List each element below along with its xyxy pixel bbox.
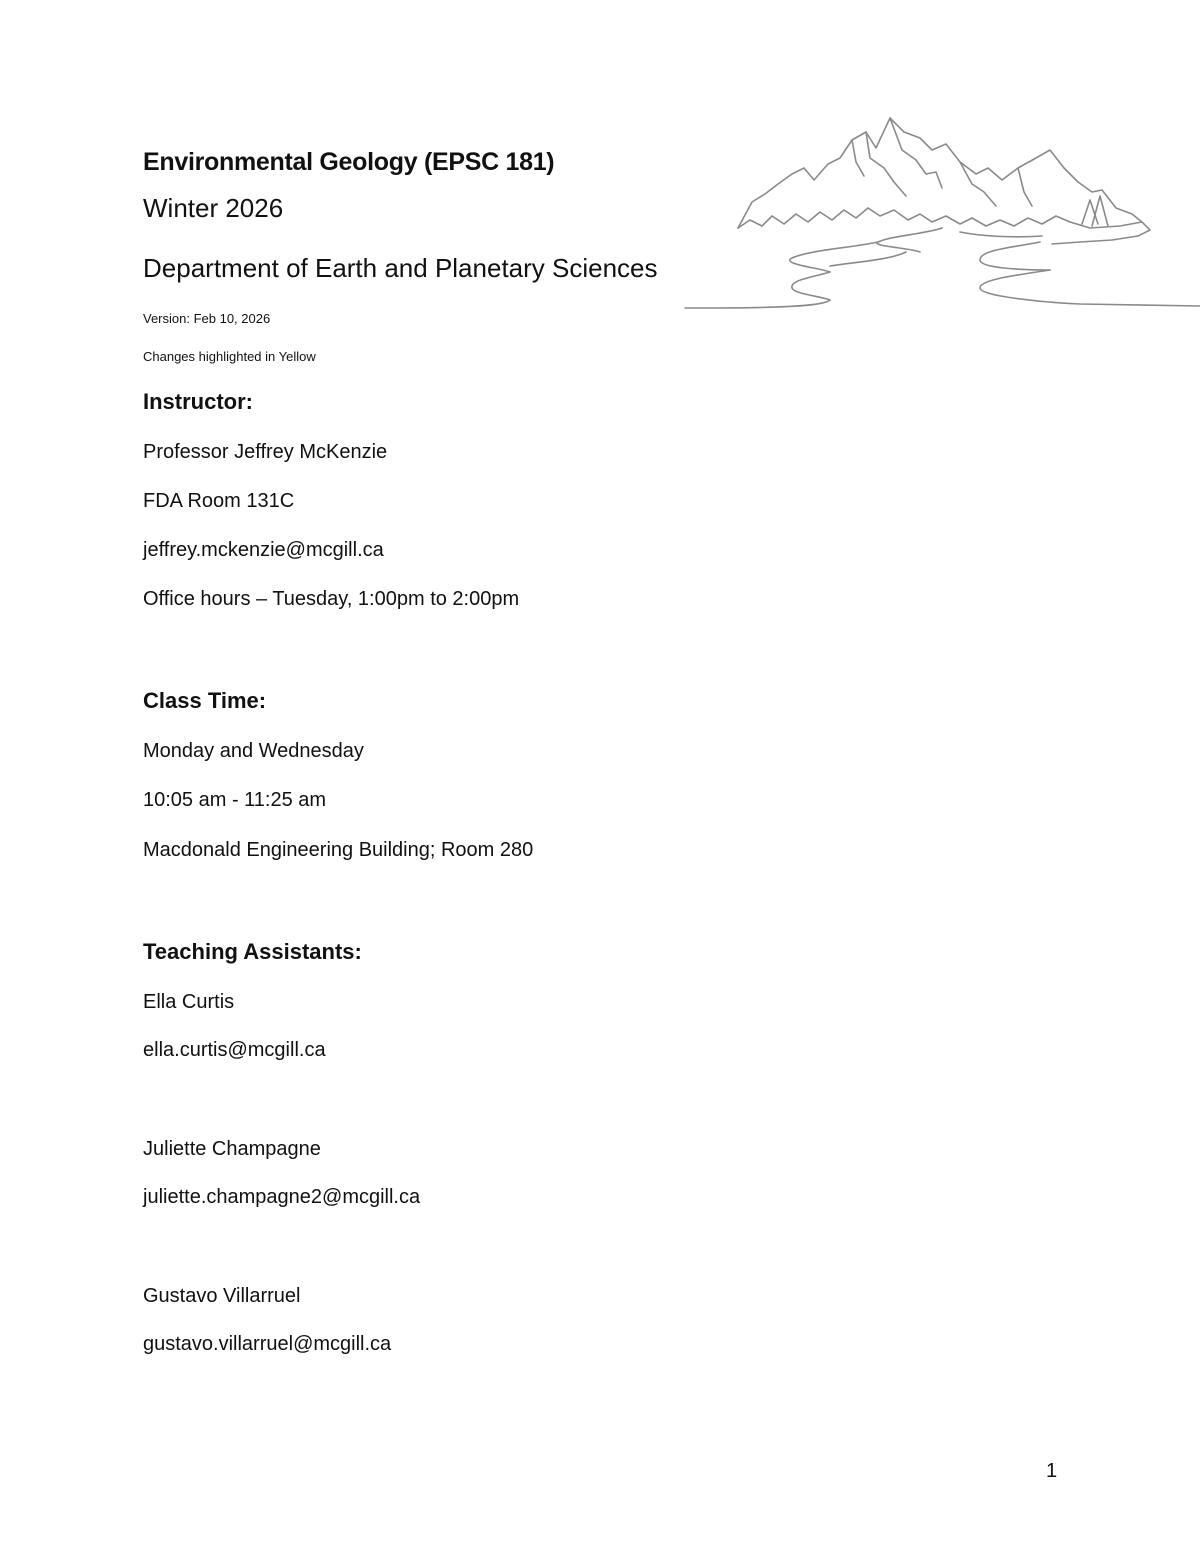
version-note: Version: Feb 10, 2026	[143, 311, 271, 326]
ta-name: Juliette Champagne	[143, 1138, 321, 1160]
ta-name: Gustavo Villarruel	[143, 1285, 301, 1307]
class-time-heading: Class Time:	[143, 688, 267, 713]
class-time: 10:05 am - 11:25 am	[143, 789, 327, 811]
changes-note: Changes highlighted in Yellow	[143, 349, 316, 364]
instructor-name: Professor Jeffrey McKenzie	[143, 441, 388, 463]
instructor-heading: Instructor:	[143, 389, 253, 414]
ta-heading: Teaching Assistants:	[143, 939, 362, 964]
instructor-email: jeffrey.mckenzie@mcgill.ca	[143, 539, 384, 561]
department: Department of Earth and Planetary Sciences	[143, 253, 658, 283]
ta-email: gustavo.villarruel@mcgill.ca	[143, 1333, 392, 1355]
ta-name: Ella Curtis	[143, 991, 235, 1013]
ta-email: ella.curtis@mcgill.ca	[143, 1039, 326, 1061]
class-location: Macdonald Engineering Building; Room 280	[143, 839, 534, 861]
ta-email: juliette.champagne2@mcgill.ca	[143, 1186, 421, 1208]
course-title: Environmental Geology (EPSC 181)	[143, 148, 555, 176]
mountain-river-line-art-icon	[680, 110, 1200, 320]
office-hours: Office hours – Tuesday, 1:00pm to 2:00pm	[143, 588, 520, 610]
term: Winter 2026	[143, 193, 284, 223]
instructor-room: FDA Room 131C	[143, 490, 295, 512]
class-days: Monday and Wednesday	[143, 740, 364, 762]
page-number: 1	[1046, 1460, 1058, 1482]
